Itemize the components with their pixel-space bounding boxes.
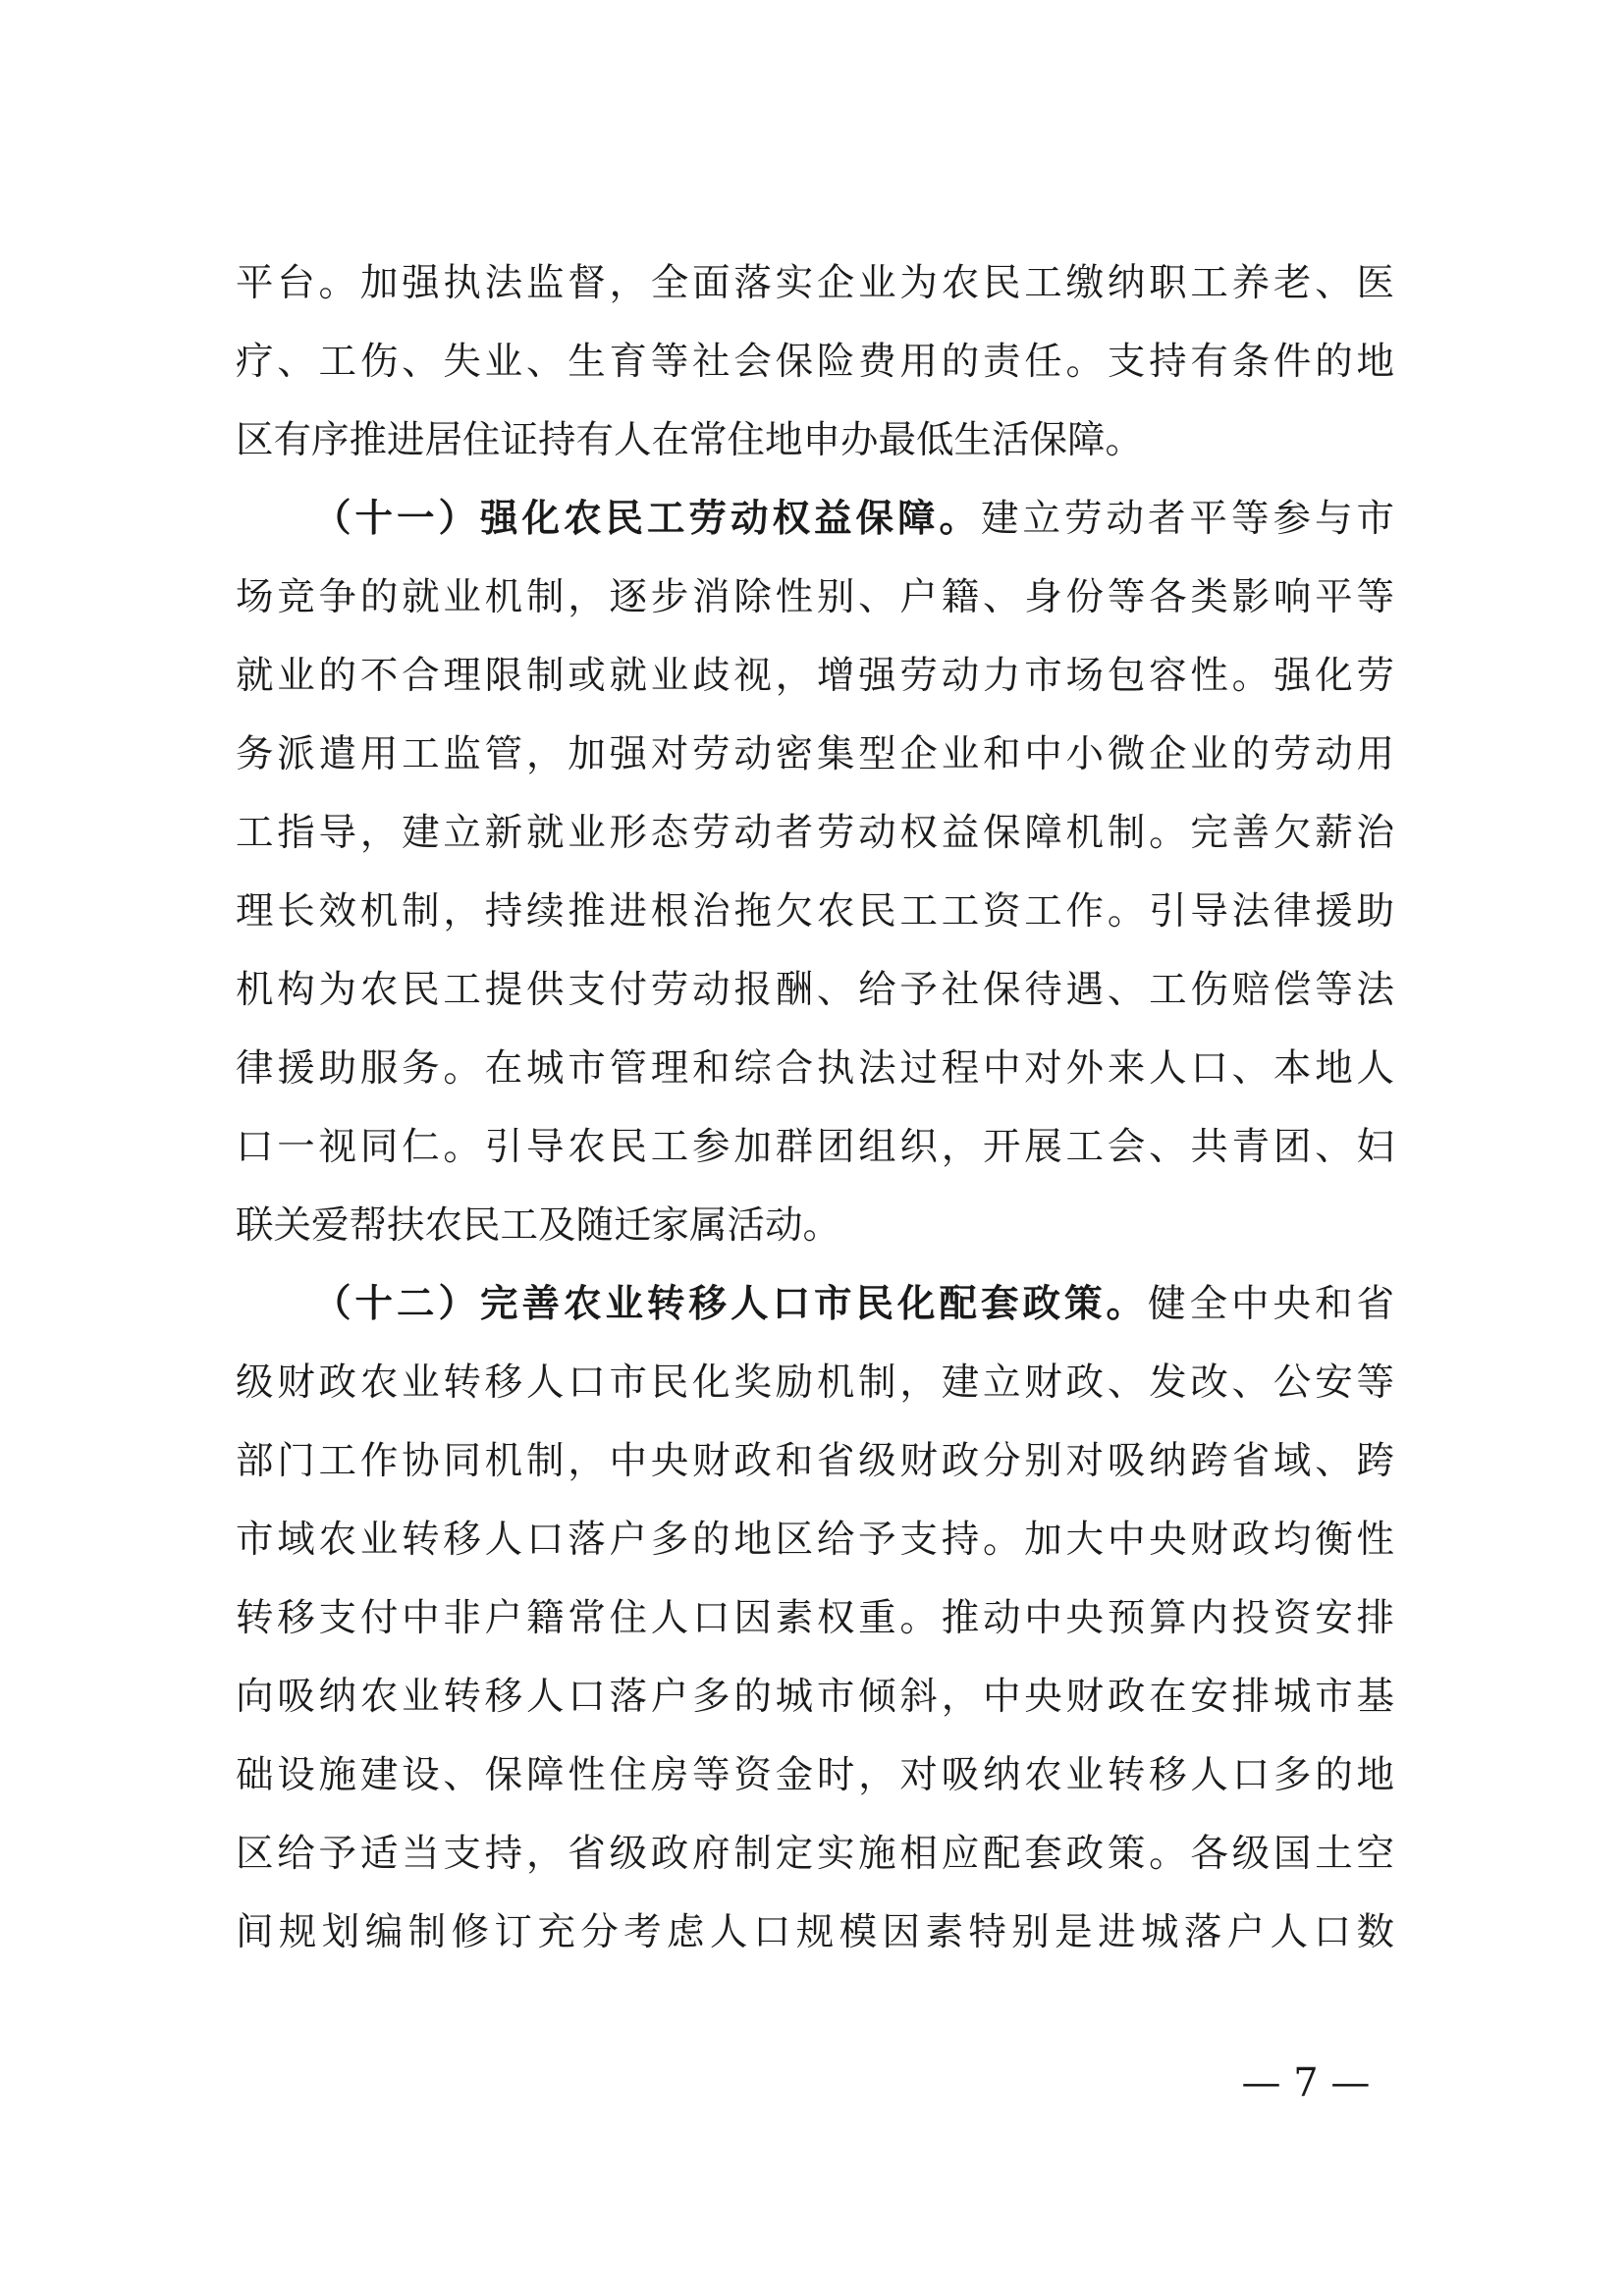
paragraph-3-first-line-text: 健全中央和省 — [1147, 1282, 1394, 1326]
paragraph-3-line-3: 部门工作协同机制，中央财政和省级财政分别对吸纳跨省域、跨 — [236, 1439, 1394, 1483]
paragraph-2-first-line-text: 建立劳动者平等参与市 — [980, 497, 1394, 541]
paragraph-2-line-5: 工指导，建立新就业形态劳动者劳动权益保障机制。完善欠薪治 — [236, 811, 1394, 855]
paragraph-2-line-4: 务派遣用工监管，加强对劳动密集型企业和中小微企业的劳动用 — [236, 732, 1394, 776]
paragraph-1-line-1: 平台。加强执法监督，全面落实企业为农民工缴纳职工养老、医 — [236, 261, 1394, 305]
paragraph-2-line-6: 理长效机制，持续推进根治拖欠农民工工资工作。引导法律援助 — [236, 889, 1394, 934]
paragraph-1-line-2: 疗、工伤、失业、生育等社会保险费用的责任。支持有条件的地 — [236, 340, 1394, 384]
paragraph-3-line-5: 转移支付中非户籍常住人口因素权重。推动中央预算内投资安排 — [236, 1596, 1394, 1640]
section-heading-12: （十二）完善农业转移人口市民化配套政策。 — [313, 1282, 1148, 1326]
paragraph-3-line-7: 础设施建设、保障性住房等资金时，对吸纳农业转移人口多的地 — [236, 1753, 1394, 1797]
paragraph-2-line-2: 场竞争的就业机制，逐步消除性别、户籍、身份等各类影响平等 — [236, 575, 1394, 619]
paragraph-3-line-8: 区给予适当支持，省级政府制定实施相应配套政策。各级国土空 — [236, 1832, 1394, 1876]
paragraph-2-line-8: 律援助服务。在城市管理和综合执法过程中对外来人口、本地人 — [236, 1046, 1394, 1091]
paragraph-3-line-6: 向吸纳农业转移人口落户多的城市倾斜，中央财政在安排城市基 — [236, 1675, 1394, 1719]
paragraph-2-line-10: 联关爱帮扶农民工及随迁家属活动。 — [236, 1203, 841, 1248]
paragraph-1-line-3: 区有序推进居住证持有人在常住地申办最低生活保障。 — [236, 418, 1144, 462]
paragraph-2-line-7: 机构为农民工提供支付劳动报酬、给予社保待遇、工伤赔偿等法 — [236, 968, 1394, 1012]
paragraph-3-line-1 — [313, 1273, 1394, 1336]
page-number: — 7 — — [1241, 2060, 1371, 2106]
paragraph-2-line-3: 就业的不合理限制或就业歧视，增强劳动力市场包容性。强化劳 — [236, 654, 1394, 698]
paragraph-3-line-4: 市域农业转移人口落户多的地区给予支持。加大中央财政均衡性 — [236, 1518, 1394, 1562]
paragraph-3-line-9: 间规划编制修订充分考虑人口规模因素特别是进城落户人口数 — [236, 1910, 1394, 1954]
section-heading-11: （十一）强化农民工劳动权益保障。 — [313, 497, 981, 541]
paragraph-2-line-9: 口一视同仁。引导农民工参加群团组织，开展工会、共青团、妇 — [236, 1125, 1394, 1169]
paragraph-3-line-2: 级财政农业转移人口市民化奖励机制，建立财政、发改、公安等 — [236, 1361, 1394, 1405]
paragraph-2-line-1 — [313, 488, 1394, 551]
